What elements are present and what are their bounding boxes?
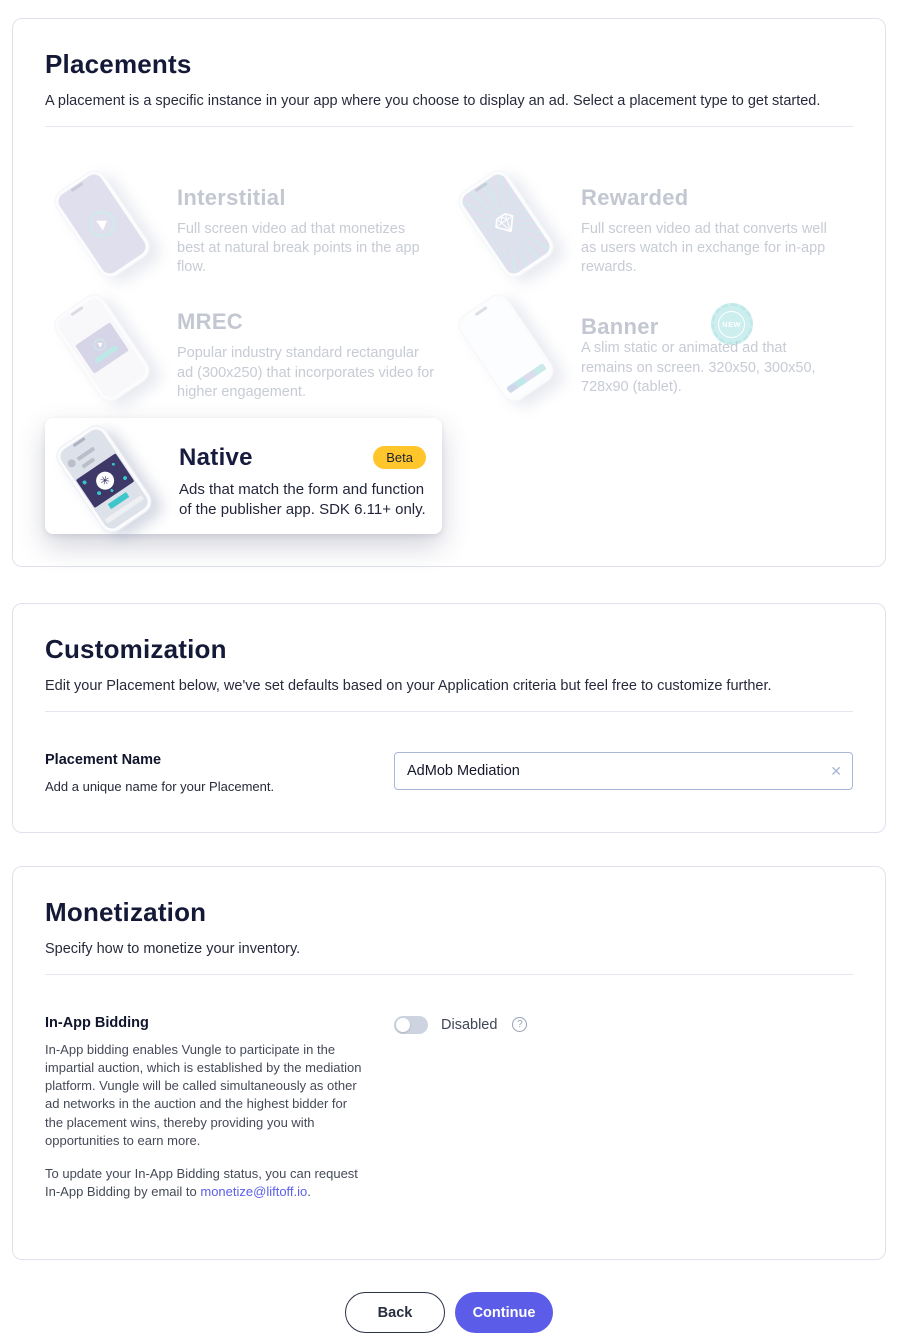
back-button[interactable]: Back xyxy=(345,1292,445,1333)
banner-ad-strip xyxy=(506,363,546,393)
banner-title: Banner xyxy=(581,314,659,340)
help-icon[interactable]: ? xyxy=(512,1017,527,1032)
rewarded-title: Rewarded xyxy=(581,185,689,210)
interstitial-title: Interstitial xyxy=(177,185,286,210)
play-icon xyxy=(84,206,120,242)
continue-button[interactable]: Continue xyxy=(455,1292,553,1333)
gem-icon xyxy=(490,208,522,240)
interstitial-description: Full screen video ad that monetizes best at natural break points in the app flow. xyxy=(177,221,420,276)
divider xyxy=(45,711,853,712)
in-app-bidding-update-note: To update your In-App Bidding status, you can request In-App Bidding by email to monetize@liftoff.io. xyxy=(45,1165,358,1200)
mrec-title: MREC xyxy=(177,309,243,335)
customization-card xyxy=(12,603,886,833)
placement-name-input[interactable] xyxy=(394,752,853,790)
placement-name-help: Add a unique name for your Placement. xyxy=(45,778,275,794)
in-app-bidding-status: Disabled xyxy=(441,1016,498,1033)
native-title: Native xyxy=(179,443,253,471)
mrec-phone-illustration xyxy=(45,291,163,399)
placement-name-label: Placement Name xyxy=(45,751,162,768)
placement-option-mrec[interactable] xyxy=(45,291,449,401)
monetize-email-link[interactable]: monetize@liftoff.io xyxy=(200,1184,308,1200)
in-app-bidding-description: In-App bidding enables Vungle to participate in the impartial auction, which is established by the mediation platform. Vungle will be called simultaneously as other ad networks in the auction and the highest bidder for the placement wins, thereby providing you with opportunities to earn more. xyxy=(45,1041,362,1148)
monetization-title: Monetization xyxy=(45,896,207,927)
divider xyxy=(45,974,853,975)
placement-option-banner[interactable] xyxy=(449,291,853,401)
divider xyxy=(45,126,853,127)
customization-subtitle: Edit your Placement below, we've set defaults based on your Application criteria but feel free to customize further. xyxy=(45,677,772,694)
placements-title: Placements xyxy=(45,49,192,79)
shutter-icon: ✳ xyxy=(93,468,118,493)
native-phone-illustration xyxy=(47,422,165,530)
placement-option-interstitial[interactable] xyxy=(45,167,449,277)
banner-description: A slim static or animated ad that remains on screen. 320x50, 300x50, 728x90 (tablet). xyxy=(581,340,816,395)
avatar xyxy=(66,458,77,469)
monetization-subtitle: Specify how to monetize your inventory. xyxy=(45,940,301,957)
native-description: Ads that match the form and function of the publisher app. SDK 6.11+ only. xyxy=(179,480,426,518)
monetization-card xyxy=(12,866,886,1261)
in-app-bidding-label: In-App Bidding xyxy=(45,1014,149,1031)
placements-card xyxy=(12,18,886,567)
in-app-bidding-toggle[interactable] xyxy=(394,1016,428,1034)
placements-subtitle: A placement is a specific instance in your app where you choose to display an ad. Select a placement type to get started. xyxy=(45,93,821,109)
placement-option-rewarded[interactable] xyxy=(449,167,853,277)
interstitial-phone-illustration xyxy=(45,167,163,275)
rewarded-phone-illustration xyxy=(449,167,567,275)
beta-badge: Beta xyxy=(373,446,426,469)
placement-option-native-selected[interactable] xyxy=(45,418,442,534)
native-ad-block xyxy=(76,453,135,508)
clear-input-icon[interactable]: ✕ xyxy=(830,762,842,779)
footer-actions xyxy=(0,1292,898,1333)
banner-phone-illustration xyxy=(449,291,567,399)
rewarded-description: Full screen video ad that converts well as users watch in exchange for in-app rewards. xyxy=(581,221,827,276)
new-badge: NEW xyxy=(711,303,753,345)
toggle-knob xyxy=(396,1018,410,1032)
mrec-description: Popular industry standard rectangular ad (300x250) that incorporates video for higher engagement. xyxy=(177,345,435,400)
customization-title: Customization xyxy=(45,633,227,664)
placement-options-grid xyxy=(45,167,853,402)
